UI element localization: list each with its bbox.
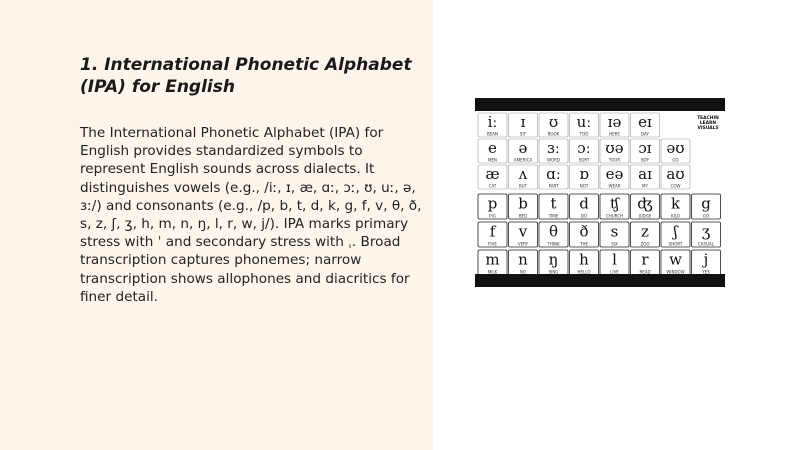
vowel-example-word: WORD [547,157,560,163]
vowel-example-word: DAY [641,131,649,137]
consonant-symbol: v [518,222,528,241]
consonant-example-word: THE [580,241,588,247]
vowel-symbol: uː [576,112,592,131]
consonant-example-word: JUDGE [638,213,652,219]
consonant-symbol: k [670,194,681,213]
vowel-example-word: MEN [488,157,497,163]
consonant-symbol: z [641,222,649,241]
consonant-example-word: KILO [670,213,681,219]
vowel-example-word: BEAN [487,131,498,137]
consonant-example-word: VERY [517,241,529,247]
vowel-example-word: GO [672,157,679,163]
vowel-symbol: ɪ [520,112,526,131]
vowel-symbol: ə [518,138,528,157]
consonant-symbol: g [701,194,711,213]
ipa-chart-panel [475,111,725,274]
consonant-example-word: HELLO [577,269,591,274]
consonant-example-word: BED [518,213,528,219]
vowel-symbol: əʊ [666,138,685,157]
consonant-example-word: SIX [611,241,618,247]
vowel-example-word: CAT [488,183,497,189]
vowel-example-word: NOT [579,183,589,189]
vowel-symbol: aɪ [638,164,652,183]
vowel-symbol: ʊə [605,138,624,157]
consonant-example-word: SING [548,269,559,274]
consonant-symbol: p [487,194,498,213]
consonant-symbol: n [518,250,528,269]
ipa-chart-svg [475,111,725,274]
consonant-example-word: ZOO [640,241,650,247]
chart-side-label: TEACHIN [697,116,719,121]
vowel-symbol: ɔɪ [638,138,652,157]
vowel-symbol: ɔː [577,138,591,157]
ipa-chart-image [475,98,725,287]
vowel-symbol: ɒ [579,164,589,183]
consonant-symbol: j [703,250,709,269]
slide-body-text: The International Phonetic Alphabet (IPA) for English provides standardized symbols to represent English sounds across dialects. It distinguishes vowels (e.g., /iː, ɪ, æ, ɑː, ɔː, ʊ, uː, ə, ɜː/) and consonants (e.g., /p, b, t, d, k, g, f, v, θ, ð, s, z, ʃ, ʒ, h, m, n, ŋ, l, r, w, j/). IPA marks primary stress with ˈ and secondary stress with ˌ. Broad transcription captures phonemes; narrow transcription shows allophones and diacritics for finer detail. [80,125,422,305]
vowel-symbol: æ [485,164,500,183]
vowel-symbol: ʊ [548,112,559,131]
consonant-example-word: THINK [547,241,560,247]
vowel-symbol: ɑː [546,164,561,183]
vowel-example-word: SIT [519,131,527,137]
vowel-example-word: WEAR [608,183,621,189]
consonant-example-word: CHURCH [605,213,624,219]
consonant-example-word: CASUAL [698,241,714,247]
vowel-example-word: SORT [578,157,590,163]
vowel-example-word: TOUR [608,157,621,163]
consonant-symbol: s [610,222,619,241]
consonant-symbol: ʃ [673,222,678,241]
vowel-example-word: BOY [640,157,650,163]
vowel-symbol: eə [605,164,624,183]
consonant-example-word: WINDOW [666,269,685,274]
consonant-symbol: f [489,222,496,241]
vowel-example-word: MY [642,183,648,189]
consonant-example-word: NO [519,269,527,274]
consonant-example-word: SHORT [668,241,683,247]
consonant-symbol: θ [548,222,559,241]
consonant-symbol: r [641,250,649,269]
consonant-symbol: ʧ [610,194,619,213]
vowel-symbol: iː [487,112,498,131]
consonant-example-word: GO [702,213,710,219]
vowel-symbol: ɪə [607,112,622,131]
consonant-example-word: LIVE [610,269,619,274]
vowel-example-word: COW [670,183,681,189]
consonant-symbol: t [550,194,557,213]
vowel-example-word: TOO [579,131,589,137]
consonant-symbol: ð [579,222,589,241]
consonant-example-word: DO [580,213,588,219]
chart-side-label: LEARN [699,121,717,126]
vowel-symbol: ʌ [518,164,528,183]
slide-title: 1. International Phonetic Alphabet (IPA) for English [80,55,412,97]
vowel-symbol: eɪ [638,112,652,131]
consonant-example-word: FIVE [488,241,497,247]
vowel-example-word: BOOK [547,131,560,137]
consonant-symbol: b [518,194,528,213]
vowel-example-word: BUT [518,183,528,189]
consonant-example-word: TIME [548,213,559,219]
consonant-example-word: PIG [489,213,496,219]
vowel-symbol: e [488,138,497,157]
consonant-symbol: l [612,250,617,269]
consonant-symbol: m [485,250,500,269]
consonant-symbol: h [579,250,589,269]
consonant-symbol: d [579,194,589,213]
vowel-example-word: AMERICA [513,157,533,163]
consonant-symbol: ŋ [548,250,559,269]
chart-side-label: VISUALS [697,126,719,131]
consonant-example-word: YES [702,269,710,274]
consonant-symbol: ʤ [637,194,653,213]
consonant-symbol: w [669,250,682,269]
vowel-example-word: PART [548,183,559,189]
consonant-symbol: ʒ [701,222,711,241]
consonant-example-word: MILK [487,269,498,274]
vowel-example-word: HERE [609,131,620,137]
consonant-example-word: READ [639,269,651,274]
vowel-symbol: aʊ [666,164,685,183]
vowel-symbol: ɜː [547,138,560,157]
